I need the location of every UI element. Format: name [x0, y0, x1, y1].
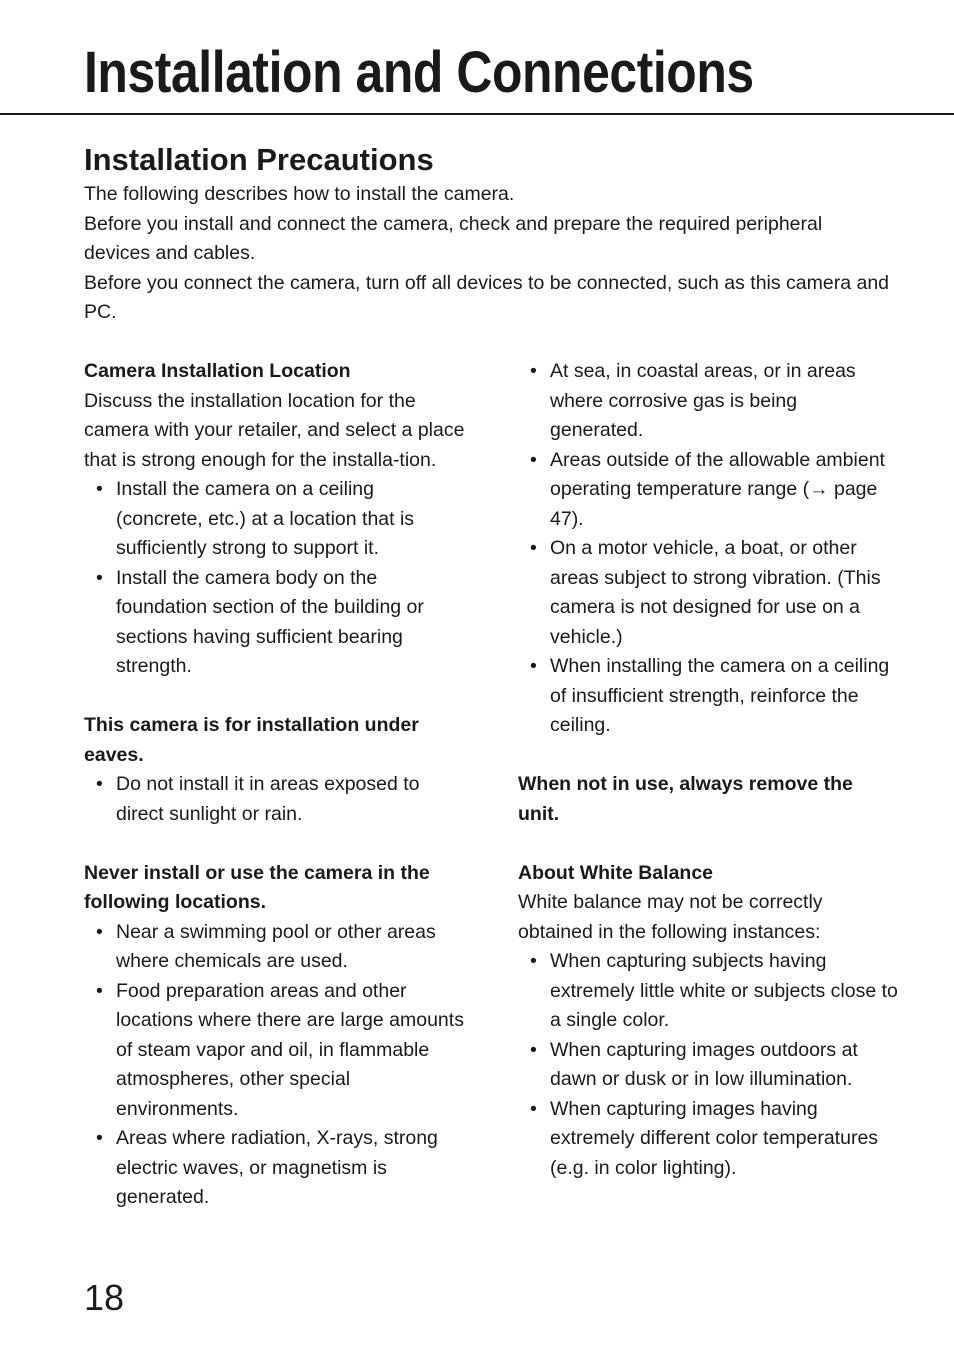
section-title: Installation Precautions	[84, 142, 434, 177]
bullet-list	[518, 357, 918, 741]
installation-precautions-section	[84, 140, 904, 328]
left-column	[84, 357, 479, 1242]
list-item: • At sea, in coastal areas, or in areas where corrosive gas is being generated.	[518, 357, 880, 446]
list-item: • When installing the camera on a ceiling of insufficient strength, reinforce the ceiling.	[518, 652, 910, 741]
subheading: This camera is for installation under eaves.	[84, 714, 419, 766]
subheading: Never install or use the camera in the following locations.	[84, 861, 430, 913]
list-item: • Food preparation areas and other locations where there are large amounts of steam vapor and oil, in flammable atmospheres, other special environments.	[84, 977, 466, 1125]
bullet-list	[84, 475, 479, 682]
camera-installation-location-block	[84, 357, 479, 682]
subheading: About White Balance	[518, 861, 714, 884]
intro-paragraph: Before you connect the camera, turn off all devices to be connected, such as this camera and PC.	[84, 271, 890, 323]
list-item: • Do not install it in areas exposed to direct sunlight or rain.	[84, 770, 451, 829]
list-item: • On a motor vehicle, a boat, or other areas subject to strong vibration. (This camera is not designed for use on a vehicle.)	[518, 534, 910, 652]
list-item: • Areas outside of the allowable ambient operating temperature range (→ page 47).	[518, 446, 895, 535]
never-install-continued-block	[518, 357, 918, 741]
page-number: 18	[84, 1277, 125, 1318]
eaves-block	[84, 711, 479, 829]
list-item: • When capturing images having extremely different color temperatures (e.g. in color lighting).	[518, 1095, 905, 1184]
list-item: • When capturing images outdoors at dawn or dusk or in low illumination.	[518, 1036, 895, 1095]
list-item: • Near a swimming pool or other areas where chemicals are used.	[84, 918, 461, 977]
list-item: • Areas where radiation, X-rays, strong electric waves, or magnetism is generated.	[84, 1124, 461, 1213]
never-install-block	[84, 859, 479, 1213]
bullet-list	[84, 918, 479, 1213]
title-rule	[0, 113, 954, 115]
intro-paragraph: Before you install and connect the camera, check and prepare the required peripheral devices and cables.	[84, 212, 823, 264]
intro-paragraph: The following describes how to install the camera.	[84, 183, 515, 205]
subheading: Camera Installation Location	[84, 360, 351, 382]
intro	[84, 180, 904, 328]
list-item: • Install the camera body on the foundation section of the building or sections having sufficient bearing strength.	[84, 564, 451, 682]
bullet-list	[518, 947, 918, 1183]
subheading: When not in use, always remove the unit.	[518, 773, 853, 825]
white-balance-block	[518, 859, 918, 1184]
list-item: • When capturing subjects having extremely little white or subjects close to a single color.	[518, 947, 905, 1036]
body-text: Discuss the installation location for the camera with your retailer, and select a place that is strong enough for the installa-tion.	[84, 389, 465, 471]
body-text: White balance may not be correctly obtained in the following instances:	[518, 891, 823, 943]
chapter-title: Installation and Connections	[84, 40, 754, 105]
list-item: • Install the camera on a ceiling (concrete, etc.) at a location that is sufficiently strong to support it.	[84, 475, 441, 564]
remove-unit-block	[518, 770, 918, 829]
right-column	[518, 357, 918, 1213]
bullet-list	[84, 770, 479, 829]
